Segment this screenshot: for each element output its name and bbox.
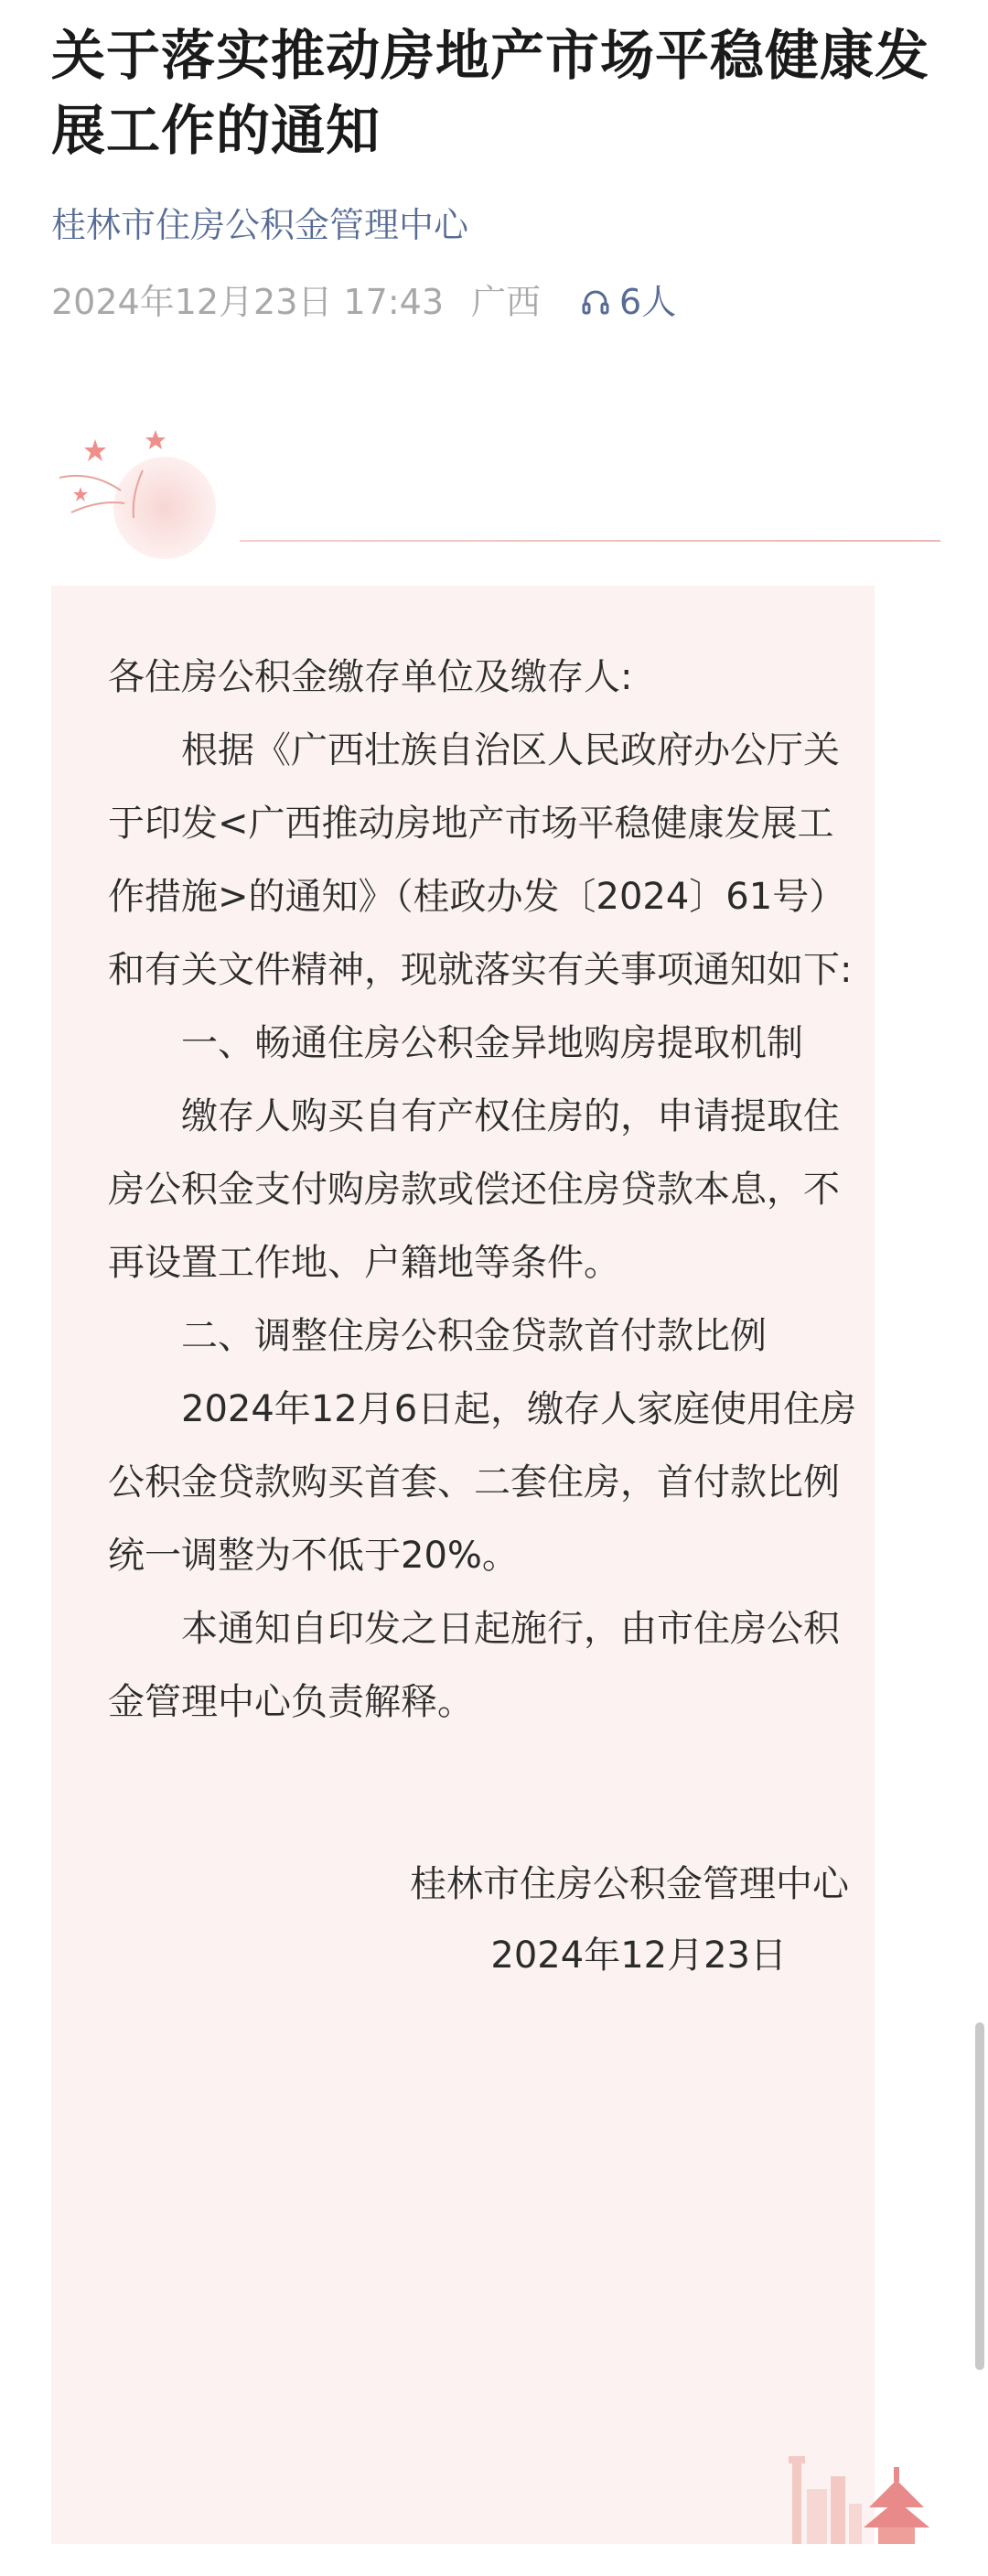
notice-body [108,641,867,1739]
paragraph-down-payment: 2024年12月6日起，缴存人家庭使用住房公积金贷款购买首套、二套住房，首付款比例统一调整为不低于20%。 [108,1388,857,1577]
paragraph-withdrawal: 缴存人购买自有产权住房的，申请提取住房公积金支付购房款或偿还住房贷款本息，不再设置工作地、户籍地等条件。 [108,1095,840,1284]
heading-down-payment: 二、调整住房公积金贷款首付款比例 [181,1315,767,1357]
publish-location: 广西 [471,282,542,322]
notice-card [51,586,875,2544]
stars-sun-decoration [55,430,229,567]
listen-button[interactable] [581,280,676,324]
section-divider [240,540,940,542]
source-account-link[interactable]: 桂林市住房公积金管理中心 [51,205,469,245]
city-skyline-decoration [787,2416,933,2544]
listener-count: 6人 [619,282,677,322]
salutation: 各住房公积金缴存单位及缴存人: [108,656,633,698]
paragraph-effective: 本通知自印发之日起施行，由市住房公积金管理中心负责解释。 [108,1608,840,1723]
signature-date: 2024年12月23日 [490,1935,787,1977]
article-meta [51,280,676,324]
article-title: 关于落实推动房地产市场平稳健康发展工作的通知 [51,24,930,162]
publish-datetime: 2024年12月23日 17:43 [51,282,445,322]
heading-withdrawal: 一、畅通住房公积金异地购房提取机制 [181,1022,803,1064]
signature-org: 桂林市住房公积金管理中心 [410,1863,849,1905]
headphones-icon [581,287,610,317]
scrollbar-thumb[interactable] [975,2022,984,2370]
paragraph-basis: 根据《广西壮族自治区人民政府办公厅关于印发<广西推动房地产市场平稳健康发展工作措施>的通知》（桂政办发〔2024〕61号）和有关文件精神，现就落实有关事项通知如下: [108,729,853,991]
signature-block [108,1848,867,1991]
